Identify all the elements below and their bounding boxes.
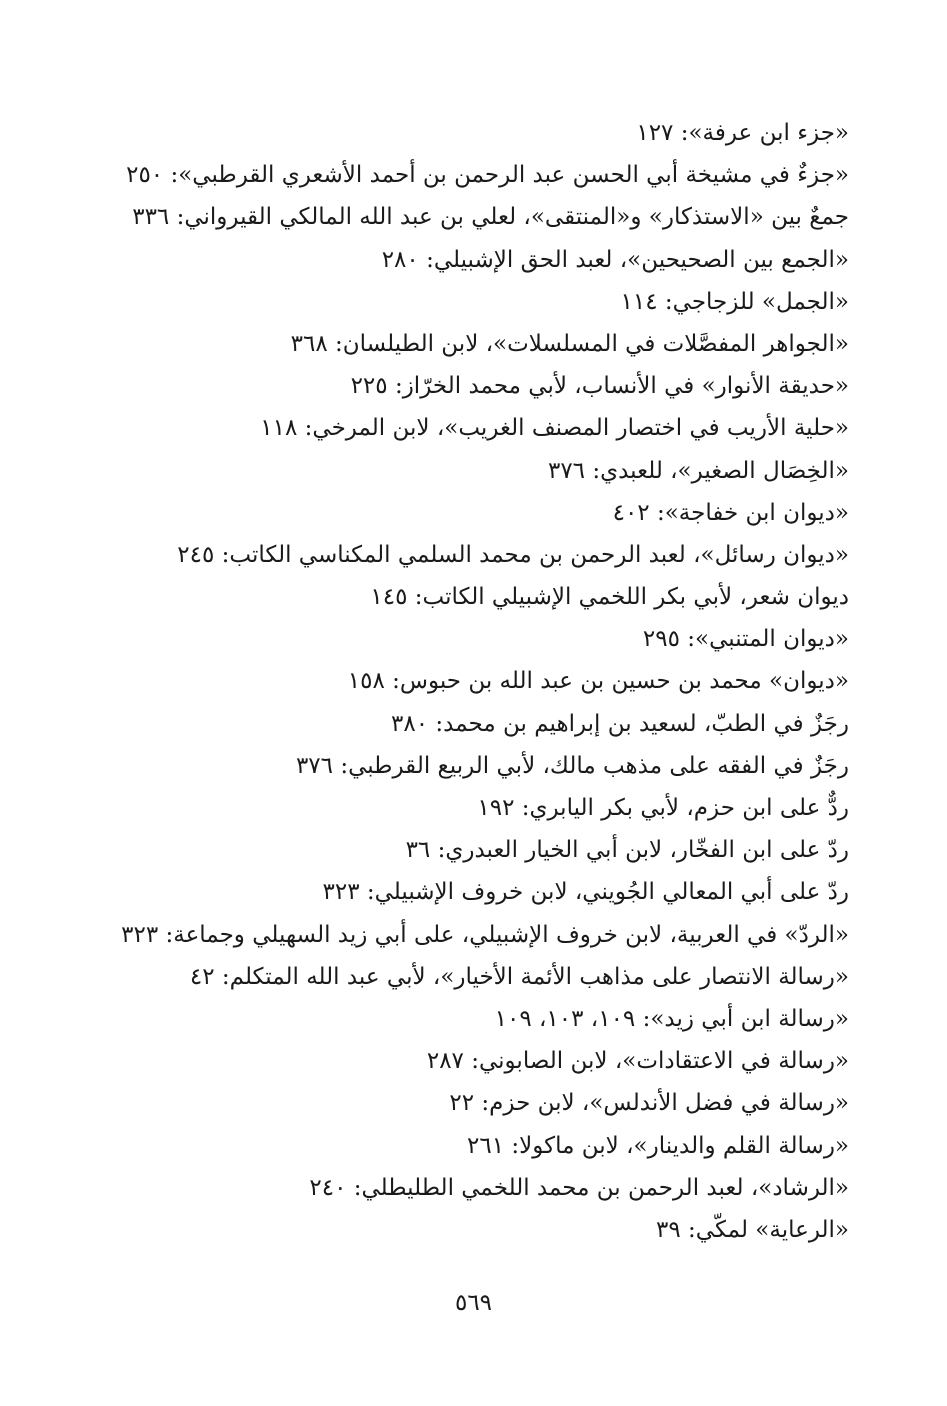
index-entry: «رسالة الانتصار على مذاهب الأئمة الأخيار»، لأبي عبد الله المتكلم: ٤٢ [189,963,849,990]
page-number: ٥٦٩ [454,1290,493,1316]
index-entry: «جزءٌ في مشيخة أبي الحسن عبد الرحمن بن أحمد الأشعري القرطبي»: ٢٥٠ [126,162,849,189]
index-entry: «رسالة في فضل الأندلس»، لابن حزم: ٢٢ [449,1090,849,1117]
index-entry: رجَزٌ في الطبّ، لسعيد بن إبراهيم بن محمد: ٣٨٠ [391,710,849,737]
index-entry: «رسالة في الاعتقادات»، لابن الصابوني: ٢٨٧ [426,1048,849,1075]
index-entry: ردٌّ على ابن حزم، لأبي بكر اليابري: ١٩٢ [477,795,849,821]
index-entry: «الرشاد»، لعبد الرحمن بن محمد اللخمي الطليطلي: ٢٤٠ [309,1174,849,1201]
index-entry: «حلية الأريب في اختصار المصنف الغريب»، لابن المرخي: ١١٨ [260,415,849,442]
index-entry: رجَزٌ في الفقه على مذهب مالك، لأبي الربيع القرطبي: ٣٧٦ [295,752,849,779]
index-entry: «ديوان» محمد بن حسين بن عبد الله بن حبوس: ١٥٨ [347,668,849,695]
index-entry: «جزء ابن عرفة»: ١٢٧ [636,120,849,146]
index-entry: «الردّ» في العربية، لابن خروف الإشبيلي، على أبي زيد السهيلي وجماعة: ٣٢٣ [121,921,849,948]
index-entry: «الخِصَال الصغير»، للعبدي: ٣٧٦ [547,457,849,484]
index-entry: «رسالة القلم والدينار»، لابن ماكولا: ٢٦١ [467,1132,849,1159]
index-entry: «ديوان رسائل»، لعبد الرحمن بن محمد السلمي المكناسي الكاتب: ٢٤٥ [177,541,849,568]
index-entry: جمعٌ بين «الاستذكار» و«المنتقى»، لعلي بن عبد الله المالكي القيرواني: ٣٣٦ [132,204,849,231]
index-entry-list [109,112,849,1251]
index-entry: «ديوان ابن خفاجة»: ٤٠٢ [612,499,849,526]
index-entry: «حديقة الأنوار» في الأنساب، لأبي محمد الخرّاز: ٢٢٥ [350,373,849,400]
index-entry: ديوان شعر، لأبي بكر اللخمي الإشبيلي الكاتب: ١٤٥ [370,584,849,611]
index-entry: ردّ على ابن الفخّار، لابن أبي الخيار العبدري: ٣٦ [405,837,849,864]
index-entry: «الجمل» للزجاجي: ١١٤ [620,288,849,315]
index-entry: «ديوان المتنبي»: ٢٩٥ [642,626,849,653]
index-entry: ردّ على أبي المعالي الجُويني، لابن خروف الإشبيلي: ٣٢٣ [322,879,849,906]
index-entry: «الرعاية» لمكّي: ٣٩ [656,1216,849,1243]
index-entry: «الجمع بين الصحيحين»، لعبد الحق الإشبيلي: ٢٨٠ [381,246,849,273]
index-entry: «الجواهر المفصَّلات في المسلسلات»، لابن الطيلسان: ٣٦٨ [290,330,849,357]
index-entry: «رسالة ابن أبي زيد»: ١٠٩، ١٠٣، ١٠٩ [494,1005,849,1032]
